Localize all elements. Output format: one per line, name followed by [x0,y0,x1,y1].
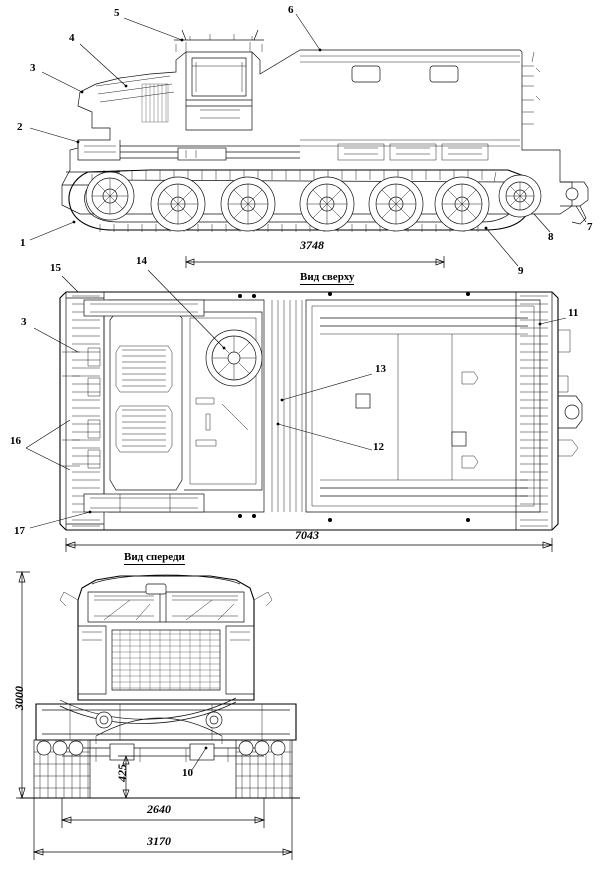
callout-4: 4 [69,32,75,44]
dimension-7043: 7043 [295,528,319,542]
callout-6: 6 [288,4,294,16]
callout-12: 12 [373,441,384,453]
top-view-group [60,292,582,530]
side-view-group [62,30,588,232]
callout-14: 14 [136,255,147,267]
callout-13: 13 [375,363,386,375]
dimension-2640: 2640 [147,802,171,816]
view-title-top: Вид сверху [300,271,355,283]
callout-17: 17 [14,525,25,537]
callout-5: 5 [114,7,120,19]
callout-11: 11 [568,307,579,319]
side-dimension-3748 [186,256,444,268]
callout-2: 2 [17,121,23,133]
callout-3-top: 3 [21,316,27,328]
callout-15: 15 [50,262,61,274]
callout-16: 16 [10,435,21,447]
front-view-group [20,575,300,798]
view-title-front: Вид спереди [124,551,185,563]
callout-10: 10 [182,767,193,779]
dimension-3000: 3000 [12,686,26,710]
callout-1: 1 [20,237,26,249]
dimension-3170: 3170 [147,834,171,848]
callout-9: 9 [518,265,524,277]
callout-8: 8 [548,231,554,243]
callout-7: 7 [587,221,593,233]
dimension-425: 425 [115,764,129,782]
front-dimension-3000 [12,572,30,798]
dimension-3748: 3748 [300,238,324,252]
callout-3: 3 [30,62,36,74]
